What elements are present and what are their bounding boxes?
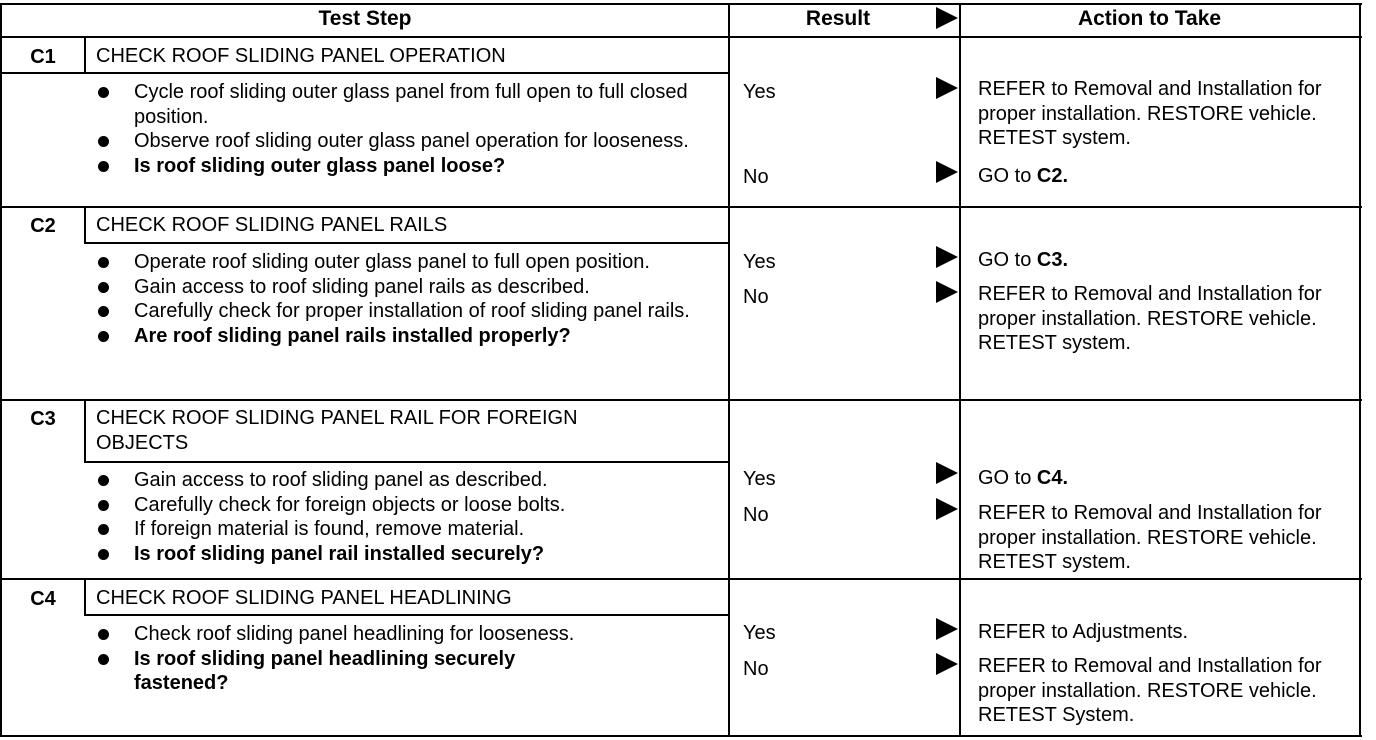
step-id: C1	[30, 46, 56, 68]
c3-title-underline	[84, 461, 730, 463]
c1-id-divider	[84, 37, 86, 73]
c4-id-divider	[84, 579, 86, 615]
step-question: Is roof sliding outer glass panel loose?	[96, 154, 721, 179]
bullet-item: If foreign material is found, remove material.	[96, 517, 721, 542]
action-text: REFER to Removal and Installation for proper installation. RESTORE vehicle. RETEST system.	[978, 283, 1322, 354]
step-question: Is roof sliding panel headlining securely fastened?	[96, 647, 721, 696]
bullet-item: Gain access to roof sliding panel as described.	[96, 468, 721, 493]
step-question: Is roof sliding panel rail installed securely?	[96, 542, 721, 567]
arrow-icon	[936, 462, 958, 484]
result-header: Result	[805, 7, 871, 30]
arrow-icon	[936, 498, 958, 520]
step-separator-c4	[0, 578, 1362, 580]
c3-id-divider	[84, 400, 86, 462]
result-yes: Yes	[743, 468, 776, 490]
action-text: GO to C3.	[978, 249, 1069, 271]
step-question: Are roof sliding panel rails installed properly?	[96, 324, 721, 349]
arrow-icon	[936, 77, 958, 99]
bullet-item: Gain access to roof sliding panel rails as described.	[96, 275, 721, 300]
result-yes: Yes	[743, 81, 776, 103]
step-title: CHECK ROOF SLIDING PANEL RAIL FOR FOREIGN OBJECTS	[96, 407, 578, 454]
action-column-divider	[959, 3, 961, 737]
bullet-item: Carefully check for foreign objects or loose bolts.	[96, 493, 721, 518]
bullet-item: Check roof sliding panel headlining for looseness.	[96, 622, 721, 647]
step-title: CHECK ROOF SLIDING PANEL HEADLINING	[96, 587, 512, 609]
arrow-icon	[936, 653, 958, 675]
table-left-border	[0, 3, 2, 737]
step-separator-c3	[0, 399, 1362, 401]
step-id: C3	[30, 408, 56, 430]
c1-title-underline	[0, 72, 730, 74]
result-no: No	[743, 504, 769, 526]
c2-id-divider	[84, 207, 86, 243]
arrow-icon	[936, 161, 958, 183]
arrow-icon	[936, 246, 958, 268]
step-bullets	[96, 250, 721, 348]
step-separator-c2	[0, 206, 1362, 208]
test-step-header: Test Step	[318, 7, 412, 30]
step-title: CHECK ROOF SLIDING PANEL RAILS	[96, 214, 448, 236]
result-no: No	[743, 658, 769, 680]
result-yes: Yes	[743, 251, 776, 273]
bullet-item: Cycle roof sliding outer glass panel from full open to full closed position.	[96, 80, 721, 129]
action-text: GO to C2.	[978, 165, 1069, 187]
header-bottom-border	[0, 36, 1362, 38]
bullet-item: Operate roof sliding outer glass panel to full open position.	[96, 250, 721, 275]
bullet-item: Observe roof sliding outer glass panel operation for looseness.	[96, 129, 721, 154]
table-bottom-border	[0, 735, 1362, 737]
action-text: REFER to Removal and Installation for proper installation. RESTORE vehicle. RETEST system.	[978, 78, 1322, 149]
action-text: REFER to Removal and Installation for proper installation. RESTORE vehicle. RETEST System.	[978, 655, 1322, 726]
c4-title-underline	[84, 614, 730, 616]
result-header-arrow-icon	[936, 7, 958, 29]
result-no: No	[743, 286, 769, 308]
step-id: C2	[30, 215, 56, 237]
step-bullets	[96, 468, 721, 566]
step-id: C4	[30, 588, 56, 610]
action-text: REFER to Adjustments.	[978, 621, 1189, 643]
result-column-divider	[728, 3, 730, 737]
step-bullets	[96, 80, 721, 178]
action-text: REFER to Removal and Installation for proper installation. RESTORE vehicle. RETEST system.	[978, 502, 1322, 573]
result-yes: Yes	[743, 622, 776, 644]
action-header: Action to Take	[1077, 7, 1222, 30]
step-title: CHECK ROOF SLIDING PANEL OPERATION	[96, 45, 506, 67]
bullet-item: Carefully check for proper installation of roof sliding panel rails.	[96, 299, 721, 324]
step-bullets	[96, 622, 721, 696]
arrow-icon	[936, 281, 958, 303]
result-no: No	[743, 166, 769, 188]
action-text: GO to C4.	[978, 467, 1069, 489]
c2-title-underline	[84, 242, 730, 244]
arrow-icon	[936, 618, 958, 640]
